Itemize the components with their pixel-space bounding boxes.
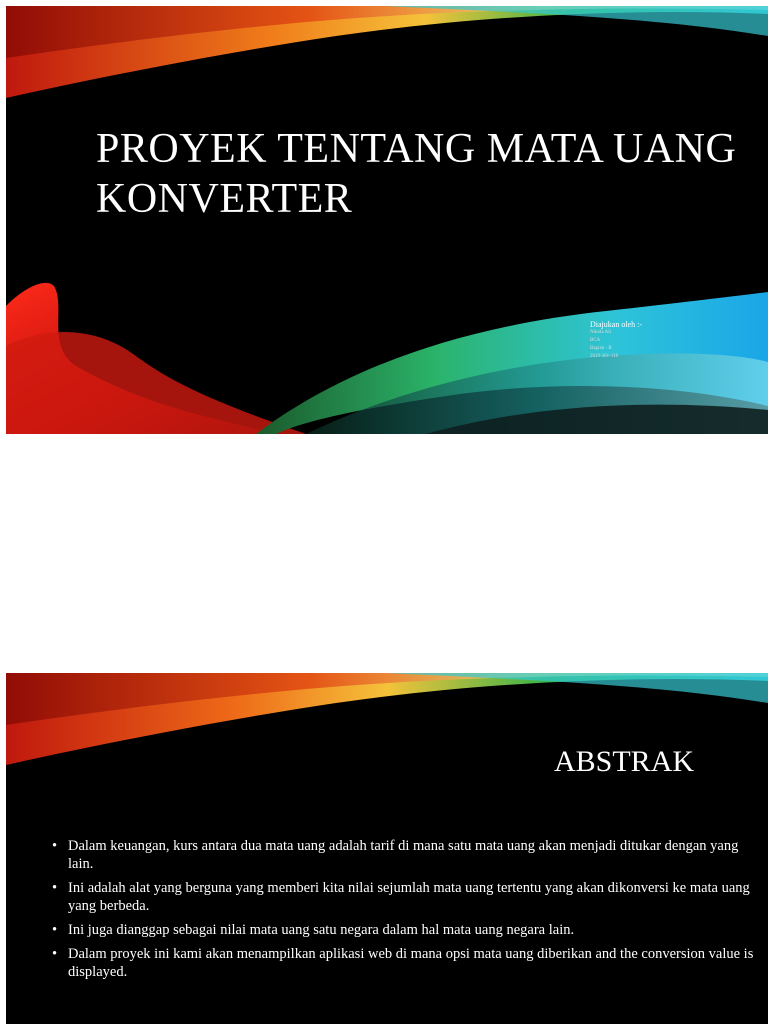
list-item: • Ini adalah alat yang berguna yang memberi kita nilai sejumlah mata uang tertentu yang akan dikonversi ke mata uang yang berbeda. (50, 879, 762, 915)
abstract-slide (6, 673, 768, 1024)
title-line-2: KONVERTER (96, 176, 353, 222)
list-item: • Ini juga dianggap sebagai nilai mata uang satu negara dalam hal mata uang negara lain. (50, 921, 762, 939)
presentation-title (96, 124, 746, 224)
submitted-by-line: BCA (590, 338, 601, 343)
submitted-by-line: Bagian - B (590, 346, 612, 351)
list-item: • Dalam keuangan, kurs antara dua mata uang adalah tarif di mana satu mata uang akan menjadi ditukar dengan yang lain. (50, 837, 762, 873)
abstract-heading: ABSTRAK (554, 745, 695, 778)
submitted-by-label: Diajukan oleh :- (590, 320, 642, 329)
abstract-bullet-list (50, 837, 762, 987)
list-item: • Dalam proyek ini kami akan menampilkan aplikasi web di mana opsi mata uang diberikan and the conversion value is displayed. (50, 945, 762, 981)
submitted-by-line: Nikola Ali (590, 330, 611, 335)
submitted-by-block (590, 320, 642, 361)
title-slide (6, 6, 768, 434)
submitted-by-line: 2019-301-118 (590, 354, 619, 359)
title-line-1: PROYEK TENTANG MATA UANG (96, 126, 737, 172)
